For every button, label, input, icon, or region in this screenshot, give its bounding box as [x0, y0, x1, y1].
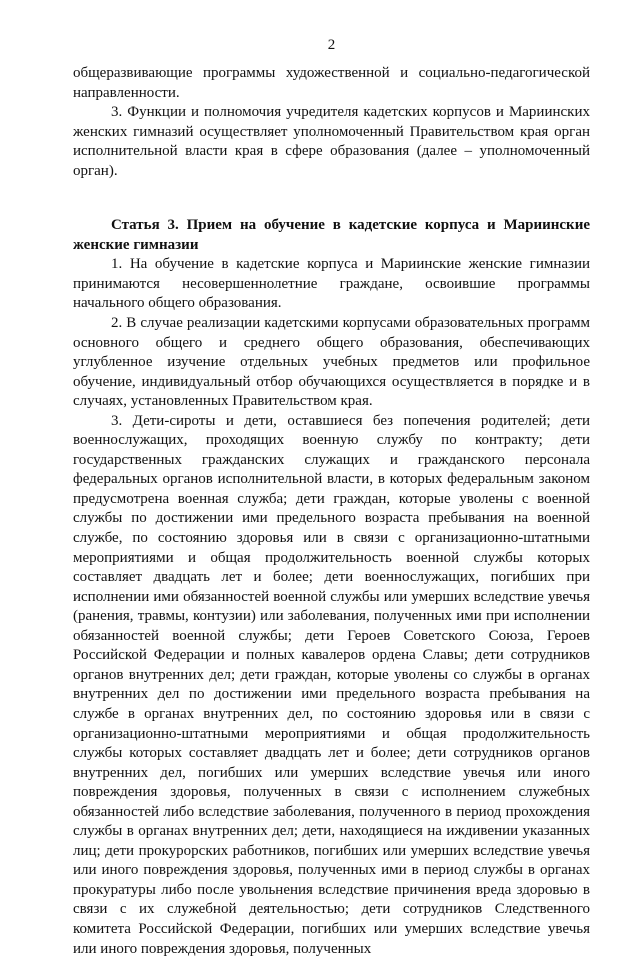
article-3-item-1: 1. На обучение в кадетские корпуса и Мариинские женские гимназии принимаются несовершеннолетние граждане, освоившие программы начального общего образования.: [73, 256, 590, 312]
paragraph-founder-functions: 3. Функции и полномочия учредителя кадетских корпусов и Мариинских женских гимназий осуществляет уполномоченный Правительством края орган исполнительной власти края в сфере образования (далее – уполномоченный орган).: [73, 104, 590, 179]
article-3-item-3: 3. Дети-сироты и дети, оставшиеся без попечения родителей; дети военнослужащих, проходящих военную службу по контракту; дети государственных гражданских служащих и гражданского персонала федеральных органов исполнительной власти, в которых федеральным законом предусмотрена военная служба; дети граждан, которые уволены с военной службы по достижении ими предельного возраста пребывания на военной службе, по состоянию здоровья или в связи с организационно-штатными мероприятиями и общая продолжительность военной службы которых составляет двадцать лет и более; дети военнослужащих, погибших при исполнении ими обязанностей военной службы или умерших вследствие увечья (ранения, травмы, контузии) или заболевания, полученных ими при исполнении обязанностей военной службы; дети Героев Советского Союза, Героев Российской Федерации и полных кавалеров ордена Славы; дети сотрудников органов внутренних дел; дети граждан, которые уволены со службы в органах внутренних дел по достижении ими предельного возраста пребывания на службе в органах внутренних дел, по состоянию здоровья или в связи с организационно-штатными мероприятиями и общая продолжительность службы которых составляет двадцать лет и более; дети сотрудников органов внутренних дел, погибших или умерших вследствие увечья или иного повреждения здоровья, полученных в связи с исполнением служебных обязанностей либо вследствие заболевания, полученного в период прохождения службы в органах внутренних дел; дети, находящиеся на иждивении указанных лиц; дети прокурорских работников, погибших или умерших вследствие увечья или иного повреждения здоровья, полученных ими в период службы в органах прокуратуры либо после увольнения вследствие причинения вреда здоровью в связи с их служебной деятельностью; дети сотрудников Следственного комитета Российской Федерации, погибших или умерших вследствие увечья или иного повреждения здоровья, полученных: [73, 412, 590, 957]
page-number: 2: [327, 37, 336, 53]
article-3-heading: Статья 3. Прием на обучение в кадетские корпуса и Мариинские женские гимназии: [73, 217, 590, 253]
paragraph-continuation: общеразвивающие программы художественной и социально-педагогической направленности.: [73, 65, 590, 101]
article-3-item-2: 2. В случае реализации кадетскими корпусами образовательных программ основного общего и среднего общего образования, обеспечивающих углубленное изучение отдельных учебных предметов или профильное обучение, индивидуальный отбор обучающихся осуществляется в порядке и в случаях, установленных Правительством края.: [73, 315, 590, 410]
section-gap: [73, 181, 590, 199]
